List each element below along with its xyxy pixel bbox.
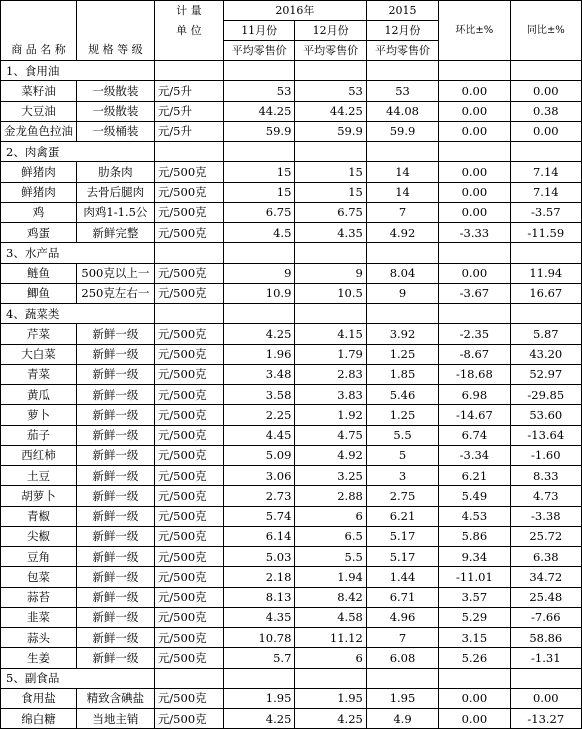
item-spec: 新鲜一级 <box>77 607 155 627</box>
item-yoy: -13.27 <box>510 709 581 729</box>
item-price-nov: 4.5 <box>223 223 294 243</box>
item-price-prev: 14 <box>366 162 438 182</box>
item-spec: 新鲜一级 <box>77 526 155 546</box>
item-spec: 新鲜一级 <box>77 425 155 445</box>
item-mom: 5.29 <box>439 607 510 627</box>
item-yoy: 0.00 <box>510 121 581 141</box>
item-price-nov: 4.45 <box>223 425 294 445</box>
item-spec: 新鲜一级 <box>77 364 155 384</box>
item-spec: 肋条肉 <box>77 162 155 182</box>
item-price-prev: 8.04 <box>366 263 438 283</box>
item-mom: -3.67 <box>439 283 510 303</box>
item-yoy: 53.60 <box>510 405 581 425</box>
item-unit: 元/500克 <box>154 425 223 445</box>
item-spec: 新鲜一级 <box>77 648 155 668</box>
item-name: 蒜苔 <box>1 587 77 607</box>
section-row <box>1 668 582 688</box>
item-unit: 元/500克 <box>154 202 223 222</box>
item-yoy: -1.31 <box>510 648 581 668</box>
item-yoy: -13.64 <box>510 425 581 445</box>
item-name: 萝卜 <box>1 405 77 425</box>
item-name: 鸡蛋 <box>1 223 77 243</box>
item-price-prev: 1.44 <box>366 567 438 587</box>
item-yoy: 0.38 <box>510 101 581 121</box>
item-price-nov: 5.09 <box>223 445 294 465</box>
item-spec: 新鲜完整 <box>77 223 155 243</box>
item-name: 生姜 <box>1 648 77 668</box>
table-row <box>1 486 582 506</box>
table-row <box>1 587 582 607</box>
header-year-2016: 2016年 <box>223 1 366 21</box>
item-spec: 新鲜一级 <box>77 466 155 486</box>
item-unit: 元/500克 <box>154 364 223 384</box>
item-price-dec: 15 <box>295 162 366 182</box>
table-row <box>1 466 582 486</box>
item-mom: 0.00 <box>439 263 510 283</box>
item-mom: 5.49 <box>439 486 510 506</box>
header-mom: 环比±% <box>439 1 510 61</box>
item-name: 尖椒 <box>1 526 77 546</box>
table-row <box>1 567 582 587</box>
item-price-dec: 2.88 <box>295 486 366 506</box>
item-price-nov: 6.14 <box>223 526 294 546</box>
item-price-dec: 4.75 <box>295 425 366 445</box>
item-price-nov: 9 <box>223 263 294 283</box>
item-price-nov: 1.96 <box>223 344 294 364</box>
item-mom: 6.21 <box>439 466 510 486</box>
item-mom: 5.86 <box>439 526 510 546</box>
item-yoy: 58.86 <box>510 628 581 648</box>
item-unit: 元/5升 <box>154 101 223 121</box>
item-spec: 新鲜一级 <box>77 405 155 425</box>
header-month-dec-2015: 12月份 <box>366 21 438 41</box>
item-price-prev: 2.75 <box>366 486 438 506</box>
table-row <box>1 526 582 546</box>
item-yoy: 6.38 <box>510 547 581 567</box>
item-yoy: 11.94 <box>510 263 581 283</box>
item-spec: 250克左右一 <box>77 283 155 303</box>
header-avg-price-2: 平均零售价 <box>295 41 366 61</box>
item-yoy: 5.87 <box>510 324 581 344</box>
item-price-dec: 8.42 <box>295 587 366 607</box>
item-yoy: 7.14 <box>510 182 581 202</box>
item-price-prev: 7 <box>366 202 438 222</box>
item-unit: 元/500克 <box>154 688 223 708</box>
item-price-dec: 1.92 <box>295 405 366 425</box>
item-unit: 元/500克 <box>154 648 223 668</box>
header-name: 商 品 名 称 <box>1 41 77 61</box>
item-spec: 一级桶装 <box>77 121 155 141</box>
header-month-dec-2016: 12月份 <box>295 21 366 41</box>
item-yoy: 52.97 <box>510 364 581 384</box>
item-mom: 0.00 <box>439 688 510 708</box>
table-row <box>1 223 582 243</box>
item-spec: 当地主销 <box>77 709 155 729</box>
item-name: 大白菜 <box>1 344 77 364</box>
item-yoy: -3.57 <box>510 202 581 222</box>
item-price-dec: 15 <box>295 182 366 202</box>
item-mom: -18.68 <box>439 364 510 384</box>
item-price-dec: 4.35 <box>295 223 366 243</box>
item-price-prev: 3.92 <box>366 324 438 344</box>
item-price-dec: 4.58 <box>295 607 366 627</box>
item-price-prev: 4.92 <box>366 223 438 243</box>
item-price-nov: 2.18 <box>223 567 294 587</box>
item-price-prev: 6.08 <box>366 648 438 668</box>
item-yoy: 0.00 <box>510 81 581 101</box>
item-unit: 元/500克 <box>154 547 223 567</box>
item-price-dec: 1.95 <box>295 688 366 708</box>
item-spec: 新鲜一级 <box>77 506 155 526</box>
item-name: 芹菜 <box>1 324 77 344</box>
item-yoy: -29.85 <box>510 385 581 405</box>
item-price-prev: 14 <box>366 182 438 202</box>
item-mom: -3.33 <box>439 223 510 243</box>
section-title: 3、水产品 <box>1 243 155 263</box>
item-name: 韭菜 <box>1 607 77 627</box>
table-row <box>1 344 582 364</box>
header-unit-top: 计 量 <box>154 1 223 21</box>
item-price-prev: 59.9 <box>366 121 438 141</box>
item-mom: -11.01 <box>439 567 510 587</box>
item-unit: 元/500克 <box>154 385 223 405</box>
item-price-nov: 15 <box>223 162 294 182</box>
item-unit: 元/500克 <box>154 182 223 202</box>
table-row <box>1 405 582 425</box>
item-unit: 元/500克 <box>154 526 223 546</box>
item-unit: 元/500克 <box>154 405 223 425</box>
header-year-2015: 2015 <box>366 1 438 21</box>
section-row <box>1 243 582 263</box>
item-yoy: -7.66 <box>510 607 581 627</box>
item-price-prev: 6.21 <box>366 506 438 526</box>
item-unit: 元/5升 <box>154 81 223 101</box>
table-row <box>1 283 582 303</box>
item-price-prev: 1.85 <box>366 364 438 384</box>
item-price-dec: 2.83 <box>295 364 366 384</box>
item-mom: 4.53 <box>439 506 510 526</box>
item-price-nov: 1.95 <box>223 688 294 708</box>
item-name: 包菜 <box>1 567 77 587</box>
item-price-nov: 10.78 <box>223 628 294 648</box>
item-spec: 新鲜一级 <box>77 385 155 405</box>
item-price-prev: 5 <box>366 445 438 465</box>
item-price-nov: 4.35 <box>223 607 294 627</box>
table-row <box>1 364 582 384</box>
item-mom: 0.00 <box>439 121 510 141</box>
item-name: 菜籽油 <box>1 81 77 101</box>
table-row <box>1 324 582 344</box>
item-unit: 元/500克 <box>154 344 223 364</box>
item-price-dec: 6 <box>295 506 366 526</box>
item-spec: 一级散装 <box>77 81 155 101</box>
item-mom: 3.57 <box>439 587 510 607</box>
item-price-nov: 4.25 <box>223 324 294 344</box>
section-title: 4、蔬菜类 <box>1 304 155 324</box>
item-name: 青椒 <box>1 506 77 526</box>
item-price-dec: 53 <box>295 81 366 101</box>
item-price-prev: 4.96 <box>366 607 438 627</box>
item-name: 金龙鱼色拉油 <box>1 121 77 141</box>
item-mom: -3.34 <box>439 445 510 465</box>
item-unit: 元/5升 <box>154 121 223 141</box>
item-price-prev: 6.71 <box>366 587 438 607</box>
header-month-nov: 11月份 <box>223 21 294 41</box>
item-price-dec: 3.25 <box>295 466 366 486</box>
item-yoy: -1.60 <box>510 445 581 465</box>
item-unit: 元/500克 <box>154 486 223 506</box>
item-yoy: -3.38 <box>510 506 581 526</box>
item-yoy: 0.00 <box>510 688 581 708</box>
item-price-prev: 1.25 <box>366 344 438 364</box>
item-mom: 9.34 <box>439 547 510 567</box>
table-row <box>1 263 582 283</box>
header-avg-price-1: 平均零售价 <box>223 41 294 61</box>
item-price-prev: 53 <box>366 81 438 101</box>
item-price-dec: 11.12 <box>295 628 366 648</box>
table-row <box>1 202 582 222</box>
item-spec: 500克以上一 <box>77 263 155 283</box>
item-mom: -14.67 <box>439 405 510 425</box>
item-unit: 元/500克 <box>154 709 223 729</box>
item-yoy: 8.33 <box>510 466 581 486</box>
item-name: 黄瓜 <box>1 385 77 405</box>
item-unit: 元/500克 <box>154 223 223 243</box>
item-unit: 元/500克 <box>154 445 223 465</box>
item-price-nov: 6.75 <box>223 202 294 222</box>
item-spec: 肉鸡1-1.5公 <box>77 202 155 222</box>
header-unit-bottom: 单 位 <box>154 21 223 41</box>
item-price-prev: 4.9 <box>366 709 438 729</box>
section-title: 1、食用油 <box>1 61 155 81</box>
table-row <box>1 648 582 668</box>
item-spec: 新鲜一级 <box>77 628 155 648</box>
item-price-nov: 10.9 <box>223 283 294 303</box>
item-price-prev: 1.25 <box>366 405 438 425</box>
table-row <box>1 121 582 141</box>
item-price-dec: 4.92 <box>295 445 366 465</box>
item-unit: 元/500克 <box>154 607 223 627</box>
item-price-dec: 1.94 <box>295 567 366 587</box>
item-price-prev: 7 <box>366 628 438 648</box>
item-price-prev: 5.46 <box>366 385 438 405</box>
item-yoy: 34.72 <box>510 567 581 587</box>
item-name: 鲜猪肉 <box>1 162 77 182</box>
item-name: 蒜头 <box>1 628 77 648</box>
item-unit: 元/500克 <box>154 466 223 486</box>
item-unit: 元/500克 <box>154 263 223 283</box>
item-price-dec: 10.5 <box>295 283 366 303</box>
item-price-dec: 44.25 <box>295 101 366 121</box>
item-price-prev: 1.95 <box>366 688 438 708</box>
item-name: 胡萝卜 <box>1 486 77 506</box>
table-row <box>1 688 582 708</box>
item-mom: -8.67 <box>439 344 510 364</box>
item-price-dec: 9 <box>295 263 366 283</box>
table-row <box>1 547 582 567</box>
item-mom: 0.00 <box>439 101 510 121</box>
item-mom: 3.15 <box>439 628 510 648</box>
item-mom: 6.74 <box>439 425 510 445</box>
item-price-nov: 5.03 <box>223 547 294 567</box>
item-name: 豆角 <box>1 547 77 567</box>
header-spec: 规 格 等 级 <box>77 41 155 61</box>
item-price-nov: 15 <box>223 182 294 202</box>
item-name: 青菜 <box>1 364 77 384</box>
item-mom: 0.00 <box>439 709 510 729</box>
item-price-nov: 5.74 <box>223 506 294 526</box>
table-row <box>1 162 582 182</box>
item-price-dec: 1.79 <box>295 344 366 364</box>
item-name: 鲢鱼 <box>1 263 77 283</box>
item-yoy: 7.14 <box>510 162 581 182</box>
item-yoy: 16.67 <box>510 283 581 303</box>
item-yoy: 4.73 <box>510 486 581 506</box>
item-price-nov: 5.7 <box>223 648 294 668</box>
item-mom: 6.98 <box>439 385 510 405</box>
item-yoy: 43.20 <box>510 344 581 364</box>
item-name: 大豆油 <box>1 101 77 121</box>
item-unit: 元/500克 <box>154 587 223 607</box>
item-spec: 新鲜一级 <box>77 344 155 364</box>
item-price-dec: 6.5 <box>295 526 366 546</box>
table-row <box>1 101 582 121</box>
table-row <box>1 445 582 465</box>
item-mom: 0.00 <box>439 81 510 101</box>
item-mom: -2.35 <box>439 324 510 344</box>
section-title: 2、肉禽蛋 <box>1 142 155 162</box>
item-name: 西红柿 <box>1 445 77 465</box>
item-price-dec: 4.25 <box>295 709 366 729</box>
item-price-nov: 2.25 <box>223 405 294 425</box>
table-row <box>1 506 582 526</box>
item-unit: 元/500克 <box>154 162 223 182</box>
header-yoy: 同比±% <box>510 1 581 61</box>
item-yoy: 25.72 <box>510 526 581 546</box>
item-price-prev: 9 <box>366 283 438 303</box>
item-spec: 新鲜一级 <box>77 486 155 506</box>
section-row <box>1 304 582 324</box>
item-price-nov: 3.48 <box>223 364 294 384</box>
item-mom: 0.00 <box>439 162 510 182</box>
item-spec: 一级散装 <box>77 101 155 121</box>
item-price-dec: 3.83 <box>295 385 366 405</box>
item-price-prev: 5.17 <box>366 526 438 546</box>
table-row <box>1 628 582 648</box>
item-unit: 元/500克 <box>154 324 223 344</box>
item-spec: 去骨后腿肉 <box>77 182 155 202</box>
item-price-nov: 44.25 <box>223 101 294 121</box>
item-spec: 新鲜一级 <box>77 547 155 567</box>
item-unit: 元/500克 <box>154 283 223 303</box>
item-name: 土豆 <box>1 466 77 486</box>
item-price-nov: 3.06 <box>223 466 294 486</box>
item-yoy: 25.48 <box>510 587 581 607</box>
item-name: 绵白糖 <box>1 709 77 729</box>
item-spec: 新鲜一级 <box>77 567 155 587</box>
item-price-nov: 3.58 <box>223 385 294 405</box>
item-price-dec: 5.5 <box>295 547 366 567</box>
section-row <box>1 142 582 162</box>
item-name: 鲜猪肉 <box>1 182 77 202</box>
header-avg-price-3: 平均零售价 <box>366 41 438 61</box>
item-price-dec: 6 <box>295 648 366 668</box>
item-spec: 精致含碘盐 <box>77 688 155 708</box>
section-title: 5、副食品 <box>1 668 155 688</box>
table-row <box>1 182 582 202</box>
item-price-nov: 2.73 <box>223 486 294 506</box>
table-row <box>1 607 582 627</box>
item-price-dec: 6.75 <box>295 202 366 222</box>
item-price-prev: 5.5 <box>366 425 438 445</box>
item-price-prev: 5.17 <box>366 547 438 567</box>
table-row <box>1 425 582 445</box>
item-price-nov: 59.9 <box>223 121 294 141</box>
table-row <box>1 709 582 729</box>
item-price-nov: 4.25 <box>223 709 294 729</box>
item-unit: 元/500克 <box>154 567 223 587</box>
item-spec: 新鲜一级 <box>77 324 155 344</box>
item-unit: 元/500克 <box>154 628 223 648</box>
item-price-prev: 44.08 <box>366 101 438 121</box>
item-name: 食用盐 <box>1 688 77 708</box>
item-yoy: -11.59 <box>510 223 581 243</box>
table-row <box>1 385 582 405</box>
item-price-nov: 53 <box>223 81 294 101</box>
header-row-1 <box>1 1 582 21</box>
item-price-dec: 4.15 <box>295 324 366 344</box>
item-price-prev: 3 <box>366 466 438 486</box>
item-name: 鲫鱼 <box>1 283 77 303</box>
item-name: 茄子 <box>1 425 77 445</box>
item-mom: 0.00 <box>439 182 510 202</box>
item-spec: 新鲜一级 <box>77 587 155 607</box>
item-mom: 0.00 <box>439 202 510 222</box>
item-mom: 5.26 <box>439 648 510 668</box>
item-unit: 元/500克 <box>154 506 223 526</box>
item-price-dec: 59.9 <box>295 121 366 141</box>
item-name: 鸡 <box>1 202 77 222</box>
section-row <box>1 61 582 81</box>
item-spec: 新鲜一级 <box>77 445 155 465</box>
item-price-nov: 8.13 <box>223 587 294 607</box>
table-row <box>1 81 582 101</box>
